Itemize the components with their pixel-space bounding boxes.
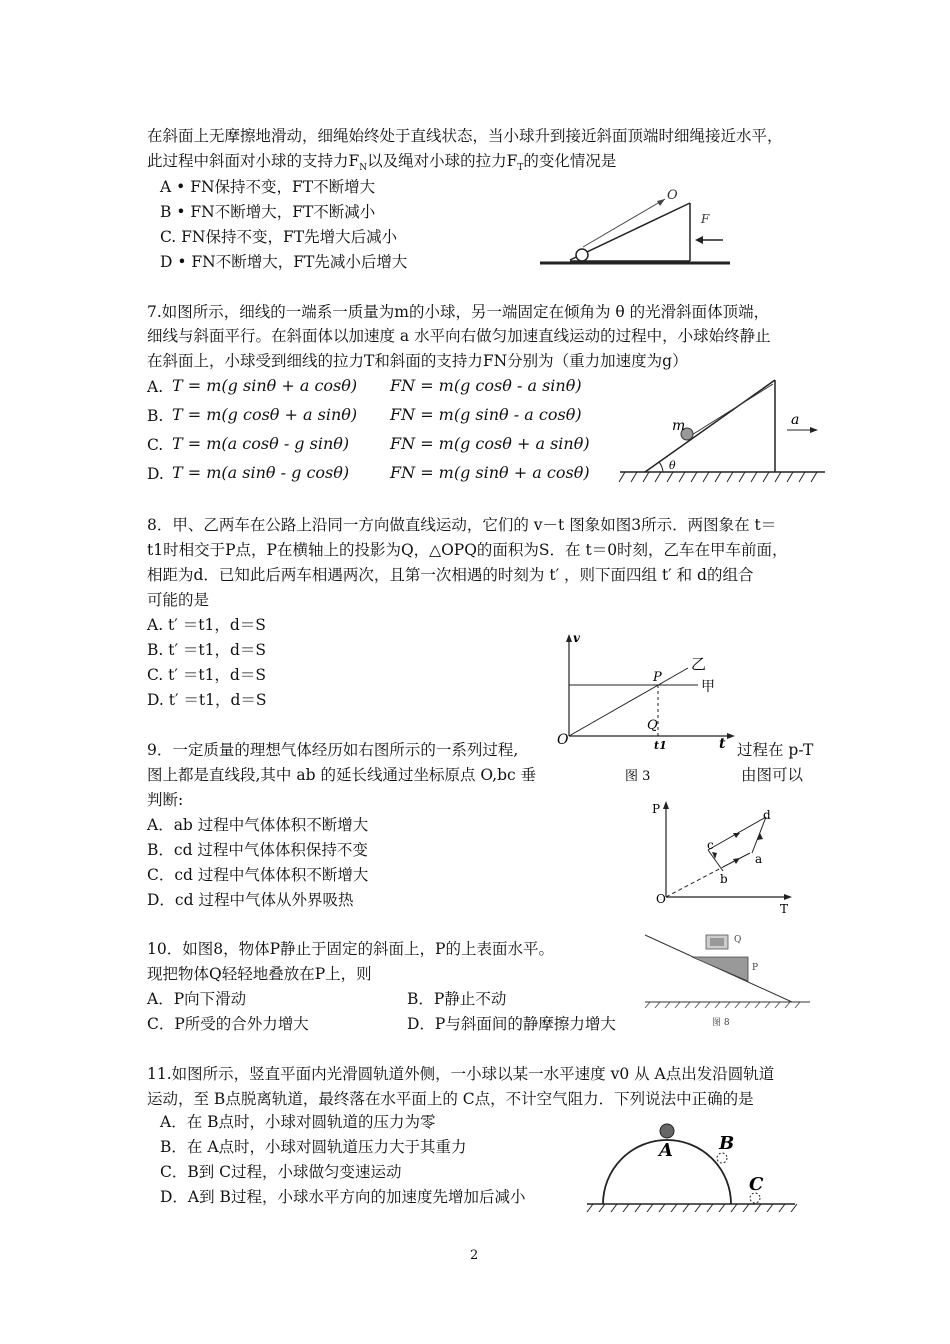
q8-option-a: A. t′ ＝t1，d＝S — [147, 616, 266, 634]
q9-option-d: D．cd 过程中气体从外界吸热 — [147, 891, 354, 909]
q8-option-c: C. t′ ＝t1，d＝S — [147, 666, 266, 684]
q8-stem-line-3: 相距为d．已知此后两车相遇两次，且第一次相遇的时刻为 t′ ，则下面四组 t′ 和 d的组合 — [147, 566, 754, 584]
q9-point-b: b — [720, 872, 728, 886]
q11-option-a: A．在 B点时，小球对圆轨道的压力为零 — [160, 1113, 436, 1131]
q7-label-m: m — [672, 418, 686, 434]
q8-caption: 图 3 — [625, 769, 651, 783]
q11-label-a: A — [659, 1140, 673, 1161]
q11-stem-line-1: 11.如图所示，竖直平面内光滑圆轨道外侧，一小球以某一水平速度 v0 从 A点出发沿圆轨道 — [147, 1065, 775, 1083]
q11-label-b: B — [719, 1133, 735, 1154]
q6-option-a: A • FN保持不变，FT不断增大 — [160, 178, 376, 196]
q6-option-b: B • FN不断增大，FT不断减小 — [160, 203, 376, 221]
q8-stem-line-4: 可能的是 — [147, 591, 210, 609]
q6-option-d: D • FN不断增大，FT先减小后增大 — [160, 253, 408, 271]
q11-option-d: D．A到 B过程，小球水平方向的加速度先增加后减小 — [160, 1188, 526, 1206]
q11-option-c: C．B到 C过程，小球做匀变速运动 — [160, 1163, 402, 1181]
q6-label-f: F — [701, 212, 710, 226]
q7-option-a-tension: T = m(g sinθ + a cosθ) — [172, 376, 358, 395]
q8-label-yi: 乙 — [691, 655, 707, 673]
q7-option-d-normal: FN = m(g sinθ + a cosθ) — [390, 463, 590, 482]
q9-pt-graph — [648, 795, 798, 920]
q10-option-d: D．P与斜面间的静摩擦力增大 — [407, 1015, 616, 1033]
q9-stem-line-1b: 过程在 p-T — [737, 741, 814, 759]
q8-vt-graph — [553, 628, 738, 783]
q10-stem-line-2: 现把物体Q轻轻地叠放在P上，则 — [147, 965, 372, 983]
q9-point-a: a — [755, 852, 763, 866]
q7-option-d-tension: T = m(a sinθ - g cosθ) — [172, 463, 350, 482]
q8-option-b: B. t′ ＝t1，d＝S — [147, 641, 267, 659]
q7-incline-figure — [615, 372, 830, 490]
q10-stem-line-1: 10．如图8，物体P静止于固定的斜面上，P的上表面水平。 — [147, 940, 554, 958]
q7-option-b-label: B. — [147, 407, 164, 425]
q7-stem-line-3: 在斜面上，小球受到细线的拉力T和斜面的支持力FN分别为（重力加速度为g） — [147, 352, 688, 370]
q11-circular-track-figure — [585, 1118, 800, 1218]
q10-caption: 图 8 — [712, 1018, 730, 1028]
q7-option-c-tension: T = m(a cosθ - g sinθ) — [172, 434, 350, 453]
q7-option-d-label: D. — [147, 465, 164, 483]
q11-stem-line-2: 运动，至 B点脱离轨道，最终落在水平面上的 C点，不计空气阻力．下列说法中正确的是 — [147, 1090, 754, 1108]
q9-point-d: d — [763, 808, 771, 822]
q7-option-c-normal: FN = m(g cosθ + a sinθ) — [390, 434, 590, 453]
q8-label-p: P — [653, 670, 662, 685]
q11-label-c: C — [749, 1174, 764, 1195]
q8-label-jia: 甲 — [701, 679, 715, 695]
q9-axis-p: P — [652, 802, 661, 816]
q6-stem-line-1: 在斜面上无摩擦地滑动，细绳始终处于直线状态，当小球升到接近斜面顶端时细绳接近水平， — [147, 127, 783, 145]
q8-label-t1: t1 — [654, 739, 667, 752]
q6-incline-figure — [535, 175, 735, 270]
q7-option-b-tension: T = m(g cosθ + a sinθ) — [172, 405, 358, 424]
q10-option-a: A．P向下滑动 — [147, 990, 247, 1008]
q7-label-a: a — [791, 412, 800, 428]
q8-option-d: D. t′ ＝t1，d＝S — [147, 691, 267, 709]
q9-option-c: C．cd 过程中气体体积不断增大 — [147, 866, 369, 884]
q9-stem-line-2b: 由图可以 — [741, 766, 804, 784]
q8-origin: O — [557, 732, 569, 748]
q9-axis-t: T — [780, 902, 789, 916]
q9-stem-line-1a: 9．一定质量的理想气体经历如右图所示的一系列过程, — [147, 741, 519, 759]
q7-label-theta: θ — [669, 459, 676, 472]
q11-option-b: B．在 A点时，小球对圆轨道压力大于其重力 — [160, 1138, 467, 1156]
q7-stem-line-2: 细线与斜面平行。在斜面体以加速度 a 水平向右做匀加速直线运动的过程中，小球始终静止 — [147, 327, 771, 345]
q9-option-b: B．cd 过程中气体体积保持不变 — [147, 841, 368, 859]
q10-incline-figure — [640, 925, 815, 1030]
q8-stem-line-2: t1时相交于P点，P在横轴上的投影为Q，△OPQ的面积为S．在 t＝0时刻，乙车在甲车前面， — [147, 541, 788, 559]
q7-option-a-label: A. — [147, 378, 164, 396]
q6-stem-line-2: 此过程中斜面对小球的支持力$F_N$以及绳对小球的拉力$F_T$的变化情况是 — [147, 152, 617, 174]
q8-label-q: Q — [647, 718, 658, 733]
q7-stem-line-1: 7.如图所示，细线的一端系一质量为m的小球，另一端固定在倾角为 θ 的光滑斜面体顶端， — [147, 303, 770, 321]
q9-origin: O — [656, 892, 666, 906]
q8-axis-v: v — [573, 631, 580, 645]
q7-option-b-normal: FN = m(g sinθ - a cosθ) — [390, 405, 582, 424]
q6-label-o: O — [667, 188, 678, 203]
q9-stem-line-3: 判断: — [147, 791, 184, 809]
page-number: 2 — [470, 1248, 479, 1263]
q9-point-c: c — [707, 838, 714, 852]
q8-stem-line-1: 8．甲、乙两车在公路上沿同一方向做直线运动，它们的 v－t 图象如图3所示．两图象在 t＝ — [147, 516, 777, 534]
q9-option-a: A．ab 过程中气体体积不断增大 — [147, 816, 369, 834]
q9-stem-line-2a: 图上都是直线段,其中 ab 的延长线通过坐标原点 O,bc 垂 — [147, 766, 537, 784]
q8-axis-t: t — [719, 736, 726, 752]
q10-label-q: Q — [734, 935, 742, 945]
q10-label-p: P — [752, 963, 759, 973]
q7-option-a-normal: FN = m(g cosθ - a sinθ) — [390, 376, 582, 395]
q10-option-b: B．P静止不动 — [407, 990, 507, 1008]
q7-option-c-label: C. — [147, 436, 164, 454]
q6-option-c: C. FN保持不变，FT先增大后减小 — [160, 228, 398, 246]
q10-option-c: C．P所受的合外力增大 — [147, 1015, 309, 1033]
